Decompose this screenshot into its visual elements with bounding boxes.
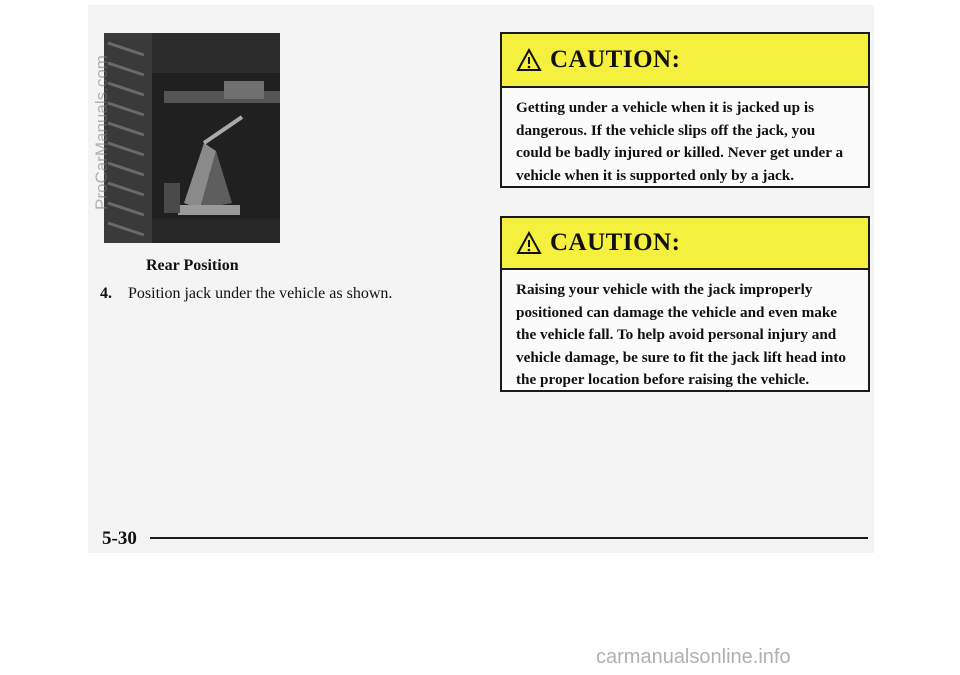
warning-triangle-icon [516,48,542,72]
caution-title: CAUTION: [550,46,681,73]
caution-header [502,34,868,88]
caution-text: Raising your vehicle with the jack improperly positioned can damage the vehicle and even make the vehicle fall. To help avoid personal injury and vehicle damage, be sure to fit the jack lift head into the proper location before raising the vehicle. [516,281,847,388]
caution-header [502,218,868,270]
caution-title: CAUTION: [550,229,681,256]
figure-caption: Rear Position [146,257,239,274]
rear-jack-position-photo [104,33,280,243]
caution-box-jacked-vehicle [500,32,870,188]
step-text: Position jack under the vehicle as shown. [128,285,393,302]
caution-box-jack-position [500,216,870,392]
side-watermark: ProCarManuals.com [92,55,111,210]
step-instruction [100,285,392,303]
footer-rule [150,537,868,539]
footer-site-watermark: carmanualsonline.info [596,646,791,668]
warning-triangle-icon [516,231,542,255]
jack-photo-illustration [104,33,280,243]
step-number: 4. [100,285,112,302]
caution-text: Getting under a vehicle when it is jacked up is dangerous. If the vehicle slips off the jack, you could be badly injured or killed. Never get under a vehicle when it is supported only by a jack. [516,99,844,184]
page-number: 5-30 [102,528,137,549]
